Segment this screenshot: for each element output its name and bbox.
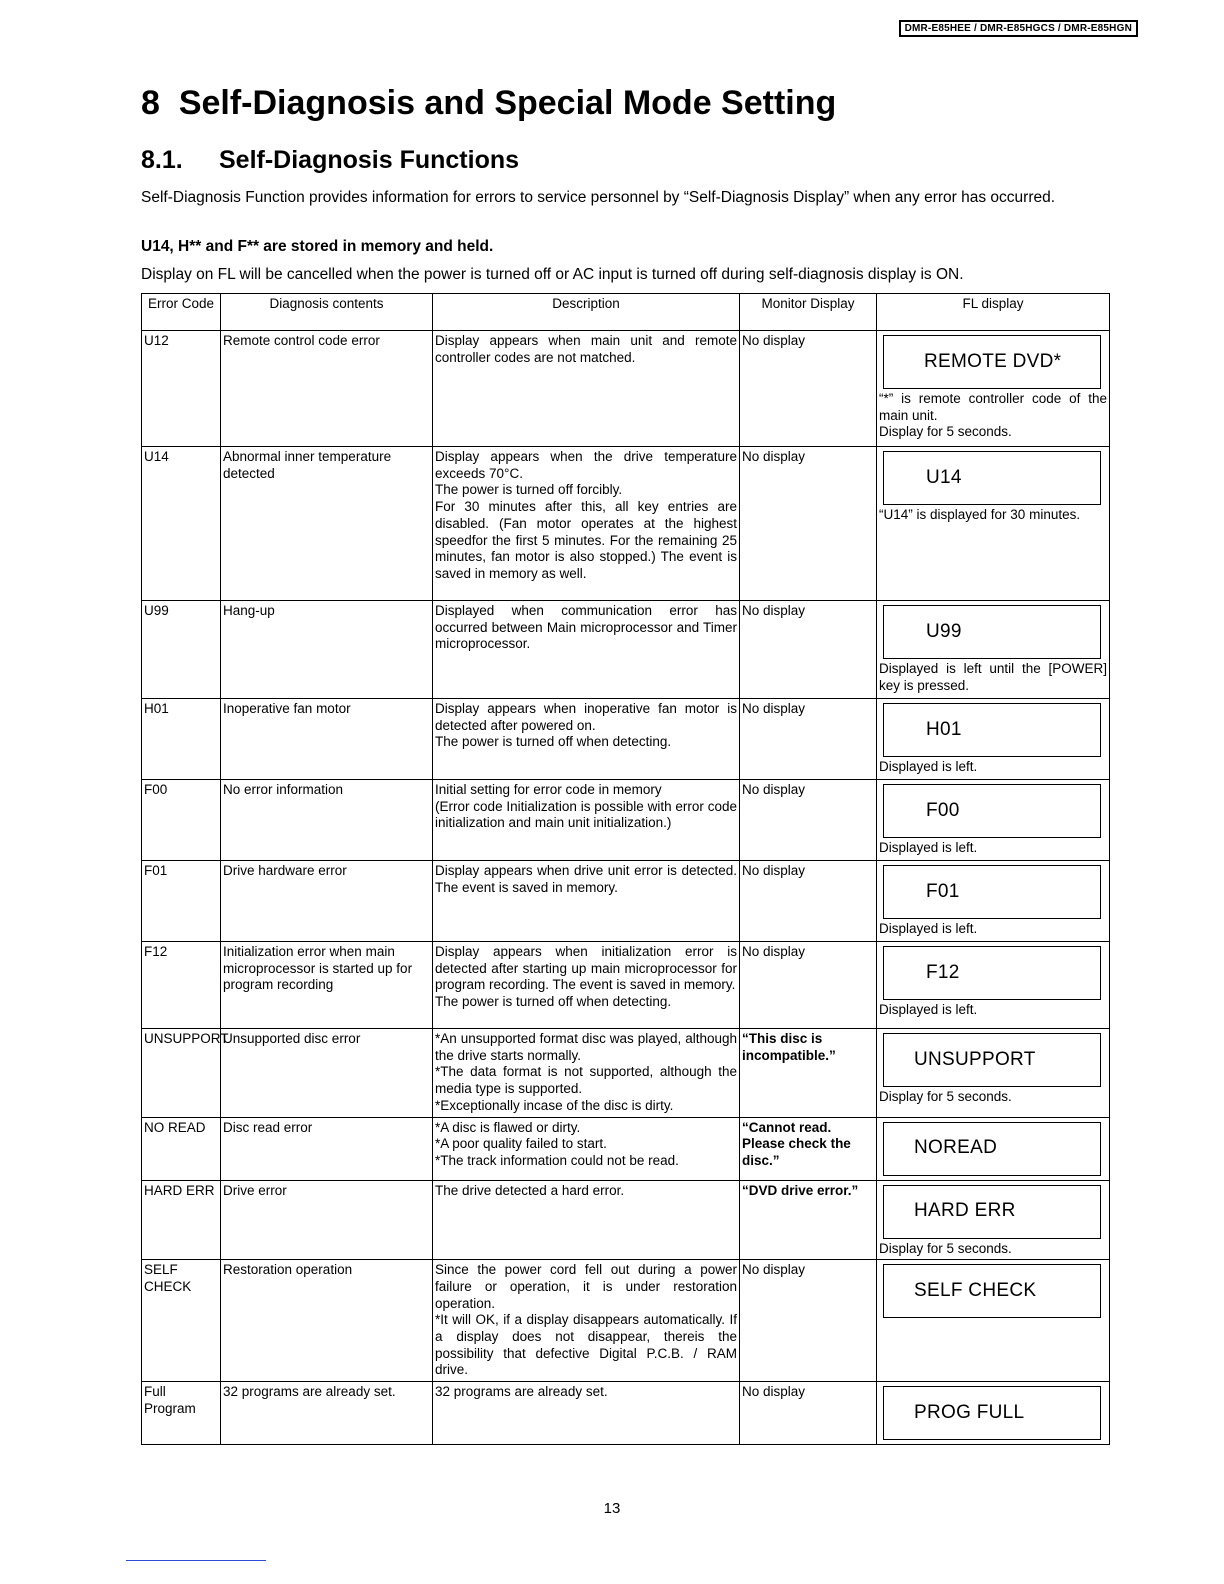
monitor-display-cell-text: No display [742, 701, 806, 716]
diagnosis-cell [221, 331, 433, 447]
monitor-display-cell [740, 1029, 877, 1118]
error-code-cell [142, 447, 221, 601]
description-cell [433, 780, 740, 861]
error-code-cell [142, 331, 221, 447]
diagnosis-cell [221, 1260, 433, 1382]
diagnosis-cell [221, 601, 433, 699]
fl-display-note: Displayed is left. [879, 759, 978, 774]
description-cell [433, 861, 740, 942]
monitor-display-cell-text: No display [742, 449, 806, 464]
description-cell [433, 1180, 740, 1260]
table-row [142, 1260, 1110, 1382]
error-code-cell [142, 601, 221, 699]
error-code-cell-text: SELF CHECK [144, 1262, 192, 1294]
fl-display-cell [877, 780, 1110, 861]
fl-display-box: NOREAD [883, 1122, 1101, 1176]
column-header: Diagnosis contents [221, 294, 433, 331]
fl-display-note: Displayed is left until the [POWER] key is pressed. [879, 661, 1107, 693]
description-cell [433, 447, 740, 601]
error-code-cell-text: HARD ERR [144, 1182, 215, 1198]
fl-display-cell [877, 447, 1110, 601]
description-cell-text: Since the power cord fell out during a power failure or operation, it is under restoration operation. *It will OK, if a display disappears automatically. If a display does not disappear, thereis the possibility that defective Digital P.C.B. / RAM drive. [435, 1262, 737, 1378]
fl-display-box: REMOTE DVD* [883, 335, 1101, 389]
column-header: Monitor Display [740, 294, 877, 331]
description-cell [433, 942, 740, 1029]
fl-display-cell [877, 1029, 1110, 1118]
description-cell [433, 1260, 740, 1382]
table-row [142, 1382, 1110, 1445]
subsection-number: 8.1. [141, 146, 183, 174]
diagnosis-cell [221, 1180, 433, 1260]
error-code-cell [142, 1180, 221, 1260]
table-row [142, 1117, 1110, 1180]
table-row [142, 601, 1110, 699]
error-code-cell [142, 1382, 221, 1445]
monitor-display-cell [740, 601, 877, 699]
error-code-cell [142, 861, 221, 942]
error-code-cell [142, 1260, 221, 1382]
description-cell-text: Display appears when main unit and remote controller codes are not matched. [435, 333, 737, 365]
description-cell-text: Displayed when communication error has occurred between Main microprocessor and Timer microprocessor. [435, 603, 737, 652]
fl-display-note: Display for 5 seconds. [879, 1089, 1012, 1104]
fl-display-box: PROG FULL [883, 1386, 1101, 1440]
diagnosis-cell [221, 447, 433, 601]
description-cell-text: Display appears when initialization error is detected after starting up main microprocessor for program recording. The event is saved in memory. The power is turned off when detecting. [435, 944, 737, 1010]
error-code-cell-text: UNSUPPORT [144, 1031, 229, 1046]
description-cell-text: Display appears when drive unit error is detected. The event is saved in memory. [435, 863, 737, 895]
monitor-display-cell [740, 447, 877, 601]
subsection-title-text: Self-Diagnosis Functions [219, 146, 520, 174]
fl-display-box: F01 [883, 865, 1101, 919]
fl-display-note: Display for 5 seconds. [879, 1240, 1012, 1256]
fl-display-cell [877, 601, 1110, 699]
diagnosis-cell-text: Abnormal inner temperature detected [223, 449, 392, 481]
self-diagnosis-table [141, 293, 1110, 1445]
column-header: Error Code [142, 294, 221, 331]
error-code-cell-text: U14 [144, 449, 169, 464]
fl-display-box: HARD ERR [883, 1185, 1101, 1239]
error-code-cell [142, 1117, 221, 1180]
fl-display-note: Displayed is left. [879, 921, 978, 936]
monitor-display-cell [740, 331, 877, 447]
intro-paragraph: Self-Diagnosis Function provides information for errors to service personnel by “Self-Diagnosis Display” when any error has occurred. [141, 189, 1056, 206]
fl-display-box: F12 [883, 946, 1101, 1000]
monitor-display-cell [740, 780, 877, 861]
diagnosis-cell-text: Remote control code error [223, 333, 380, 348]
diagnosis-cell-text: Restoration operation [223, 1262, 353, 1278]
subsection-title [141, 146, 519, 175]
section-number: 8 [141, 84, 160, 122]
description-cell [433, 331, 740, 447]
fl-display-cell [877, 1180, 1110, 1260]
monitor-display-cell [740, 1382, 877, 1445]
diagnosis-cell-text: Initialization error when main microprocessor is started up for program recording [223, 944, 413, 993]
error-code-cell-text: U12 [144, 333, 169, 348]
description-cell-text: Initial setting for error code in memory (Error code Initialization is possible with error code initialization and main unit initialization.) [435, 782, 737, 831]
fl-display-cell [877, 331, 1110, 447]
description-cell-text: 32 programs are already set. [435, 1384, 608, 1400]
model-number-badge: DMR-E85HEE / DMR-E85HGCS / DMR-E85HGN [899, 20, 1138, 37]
description-cell-text: Display appears when the drive temperature exceeds 70°C. The power is turned off forcibly. For 30 minutes after this, all key entries are disabled. (Fan motor operates at the highest speedfor the first 5 minutes. For the remaining 25 minutes, fan motor is also stopped.) The event is saved in memory as well. [435, 449, 737, 581]
description-cell [433, 1117, 740, 1180]
error-code-cell [142, 780, 221, 861]
error-code-cell [142, 699, 221, 780]
description-cell [433, 601, 740, 699]
diagnosis-cell [221, 780, 433, 861]
monitor-display-cell-text: “DVD drive error.” [742, 1182, 859, 1198]
table-row [142, 1029, 1110, 1118]
diagnosis-cell-text: No error information [223, 782, 344, 797]
fl-display-cell [877, 699, 1110, 780]
fl-display-box: SELF CHECK [883, 1264, 1101, 1318]
description-cell [433, 1029, 740, 1118]
monitor-display-cell-text: No display [742, 1262, 806, 1278]
fl-display-box: U99 [883, 605, 1101, 659]
diagnosis-cell-text: Disc read error [223, 1119, 313, 1135]
error-code-cell-text: H01 [144, 701, 169, 716]
fl-display-note: Displayed is left. [879, 1002, 978, 1017]
monitor-display-cell-text: No display [742, 782, 806, 797]
diagnosis-cell-text: Unsupported disc error [223, 1031, 361, 1046]
table-header-row [142, 294, 1110, 331]
table-row [142, 699, 1110, 780]
fl-cancel-note: Display on FL will be cancelled when the power is turned off or AC input is turned off during self-diagnosis display is ON. [141, 266, 964, 283]
fl-display-note: “*” is remote controller code of the main unit. Display for 5 seconds. [879, 391, 1107, 440]
error-code-cell [142, 942, 221, 1029]
error-code-cell-text: NO READ [144, 1119, 206, 1135]
diagnosis-cell [221, 1029, 433, 1118]
column-header: FL display [877, 294, 1110, 331]
fl-display-cell [877, 1382, 1110, 1445]
fl-display-note: Displayed is left. [879, 840, 978, 855]
monitor-display-cell-text: No display [742, 863, 806, 878]
monitor-display-cell [740, 942, 877, 1029]
error-code-cell-text: Full Program [144, 1384, 196, 1416]
error-code-cell-text: F00 [144, 782, 168, 797]
description-cell [433, 1382, 740, 1445]
diagnosis-cell-text: Drive hardware error [223, 863, 347, 878]
monitor-display-cell [740, 1180, 877, 1260]
footnote-divider [126, 1560, 266, 1561]
error-code-cell-text: F01 [144, 863, 168, 878]
error-code-cell [142, 1029, 229, 1118]
diagnosis-cell-text: Hang-up [223, 603, 275, 618]
description-cell-text: Display appears when inoperative fan motor is detected after powered on. The power is turned off when detecting. [435, 701, 737, 750]
fl-display-cell [877, 1260, 1110, 1382]
fl-display-box: F00 [883, 784, 1101, 838]
fl-display-box: UNSUPPORT [883, 1033, 1101, 1087]
monitor-display-cell [740, 699, 877, 780]
table-row [142, 780, 1110, 861]
fl-display-cell [877, 861, 1110, 942]
monitor-display-cell-text: No display [742, 1384, 806, 1400]
monitor-display-cell [740, 1117, 877, 1180]
fl-display-cell [877, 942, 1110, 1029]
error-code-cell-text: F12 [144, 944, 168, 959]
table-row [142, 331, 1110, 447]
fl-display-cell [877, 1117, 1110, 1180]
fl-display-box: H01 [883, 703, 1101, 757]
diagnosis-cell [221, 699, 433, 780]
table-row [142, 1180, 1110, 1260]
diagnosis-cell [221, 1382, 433, 1445]
table-row [142, 942, 1110, 1029]
monitor-display-cell [740, 1260, 877, 1382]
memory-note: U14, H** and F** are stored in memory and held. [141, 238, 494, 255]
monitor-display-cell [740, 861, 877, 942]
table-row [142, 861, 1110, 942]
diagnosis-cell-text: Inoperative fan motor [223, 701, 351, 716]
description-cell [433, 699, 740, 780]
description-cell-text: The drive detected a hard error. [435, 1182, 625, 1198]
fl-display-box: U14 [883, 451, 1101, 505]
section-title [141, 84, 836, 123]
column-header: Description [433, 294, 740, 331]
section-title-text: Self-Diagnosis and Special Mode Setting [178, 84, 837, 122]
table-row [142, 447, 1110, 601]
diagnosis-cell-text: 32 programs are already set. [223, 1384, 396, 1400]
diagnosis-cell-text: Drive error [223, 1182, 287, 1198]
description-cell-text: *An unsupported format disc was played, although the drive starts normally. *The data format is not supported, although the media type is supported. *Exceptionally incase of the disc is dirty. [435, 1031, 737, 1113]
diagnosis-cell [221, 861, 433, 942]
diagnosis-cell [221, 1117, 433, 1180]
error-code-cell-text: U99 [144, 603, 169, 618]
fl-display-note: “U14” is displayed for 30 minutes. [879, 507, 1081, 522]
description-cell-text: *A disc is flawed or dirty. *A poor quality failed to start. *The track information could not be read. [435, 1119, 679, 1168]
monitor-display-cell-text: No display [742, 603, 806, 618]
monitor-display-cell-text: No display [742, 944, 806, 959]
monitor-display-cell-text: “This disc is incompatible.” [742, 1031, 836, 1063]
page-number: 13 [603, 1500, 621, 1517]
diagnosis-cell [221, 942, 433, 1029]
monitor-display-cell-text: “Cannot read. Please check the disc.” [742, 1119, 851, 1168]
monitor-display-cell-text: No display [742, 333, 806, 348]
